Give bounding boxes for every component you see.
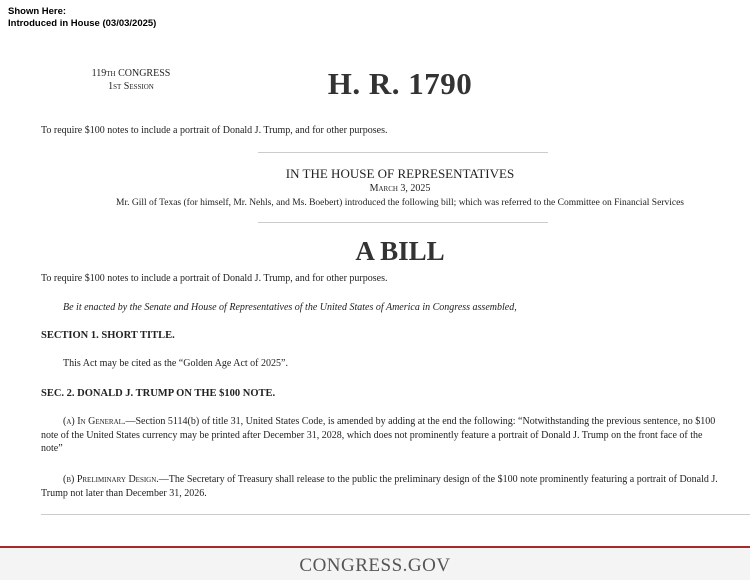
section-2b-text: —The Secretary of Treasury shall release to the public the preliminary design of the $100 note prominently featuring a portrait of Donald J. Trump not later than December 31, 2026. <box>41 474 718 499</box>
divider-top <box>258 152 548 153</box>
congress-gov-logo[interactable]: CONGRESS.GOV <box>299 555 451 576</box>
house-heading: IN THE HOUSE OF REPRESENTATIVES <box>285 166 515 181</box>
purpose-line-bottom: To require $100 notes to include a portrait of Donald J. Trump, and for other purposes. <box>41 273 388 284</box>
version-info <box>8 6 156 30</box>
shown-here-label: Shown Here: <box>8 6 67 17</box>
a-bill-heading: A BILL <box>355 236 445 266</box>
section-2b-paragraph <box>41 473 721 500</box>
section-1-title: SECTION 1. SHORT TITLE. <box>41 330 175 341</box>
section-1-text: This Act may be cited as the “Golden Age Act of 2025”. <box>63 358 288 369</box>
divider-bottom <box>41 514 750 515</box>
version-label: Introduced in House (03/03/2025) <box>8 18 157 29</box>
section-2a-text: —Section 5114(b) of title 31, United States Code, is amended by adding at the end the following: “Notwithstanding the previous sentence, no $100 note of the United States currency may be printed after December 31, 2028, which does not prominently feature a portrait of Donald J. Trump on the front face of the note” <box>41 416 716 454</box>
enacting-clause: Be it enacted by the Senate and House of Representatives of the United States of America in Congress assembled, <box>63 302 517 313</box>
section-2b-heading: (b) Preliminary Design. <box>63 474 159 485</box>
divider-middle <box>258 222 548 223</box>
congress-session-block <box>86 67 176 93</box>
site-footer <box>0 548 750 580</box>
bill-number: H. R. 1790 <box>327 66 473 101</box>
sponsors-line: Mr. Gill of Texas (for himself, Mr. Nehls, and Ms. Boebert) introduced the following bill; which was referred to the Committee on Financial Services <box>116 198 684 208</box>
congress-label: 119th CONGRESS <box>91 68 171 79</box>
section-2a-paragraph <box>41 415 721 456</box>
section-2a-heading: (a) In General. <box>63 416 126 427</box>
purpose-line-top: To require $100 notes to include a portrait of Donald J. Trump, and for other purposes. <box>41 125 388 136</box>
session-label: 1st Session <box>108 81 154 92</box>
section-2-title: SEC. 2. DONALD J. TRUMP ON THE $100 NOTE. <box>41 388 276 399</box>
introduced-date: March 3, 2025 <box>369 183 431 194</box>
